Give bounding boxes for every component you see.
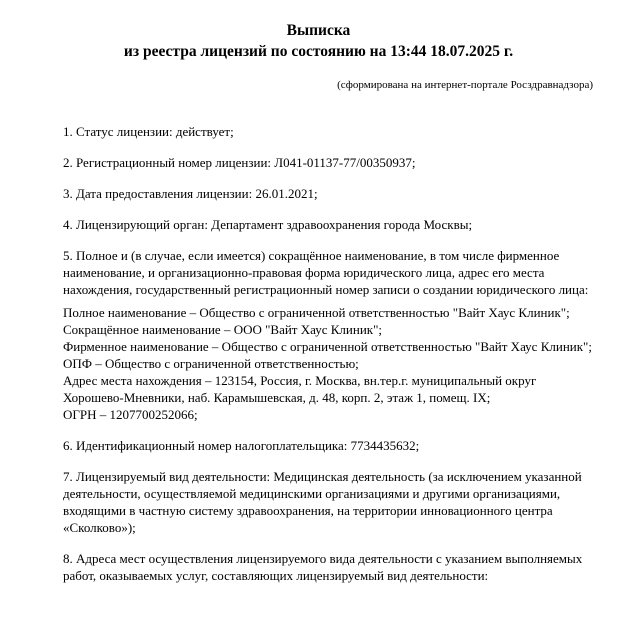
- paragraph-license-status: 1. Статус лицензии: действует;: [63, 124, 234, 139]
- document-title-line-1: Выписка: [286, 22, 351, 39]
- paragraph-licensed-activity: 7. Лицензируемый вид деятельности: Медицинская деятельность (за исключением указанной деятельности, осуществляемой медицинскими организациями и другими организациями, входящими в частную систему здравоохранения, на территории инновационного центра «Сколково»);: [63, 469, 582, 535]
- entity-details-block: [63, 304, 593, 423]
- paragraph-grant-date: 3. Дата предоставления лицензии: 26.01.2021;: [63, 186, 318, 201]
- detail-full-name: Полное наименование – Общество с ограниченной ответственностью "Вайт Хаус Клиник";: [63, 305, 570, 320]
- paragraph-activity-addresses-intro: 8. Адреса мест осуществления лицензируемого вида деятельности с указанием выполняемых работ, оказываемых услуг, составляющих лицензируемый вид деятельности:: [63, 551, 583, 583]
- paragraph-registration-number: 2. Регистрационный номер лицензии: Л041-01137-77/00350937;: [63, 155, 416, 170]
- paragraph-licensing-authority: 4. Лицензирующий орган: Департамент здравоохранения города Москвы;: [63, 217, 473, 232]
- document-header: [44, 20, 593, 62]
- detail-ogrn: ОГРН – 1207700252066;: [63, 407, 198, 422]
- detail-brand-name: Фирменное наименование – Общество с ограниченной ответственностью "Вайт Хаус Клиник";: [63, 339, 592, 354]
- document-title-line-2: из реестра лицензий по состоянию на 13:44 18.07.2025 г.: [123, 43, 514, 60]
- paragraph-inn: 6. Идентификационный номер налогоплательщика: 7734435632;: [63, 438, 420, 453]
- detail-legal-form: ОПФ – Общество с ограниченной ответственностью;: [63, 356, 359, 371]
- detail-address: Адрес места нахождения – 123154, Россия, г. Москва, вн.тер.г. муниципальный округ Хорошево-Мневники, наб. Карамышевская, д. 48, корп. 2, этаж 1, помещ. IX;: [63, 373, 537, 405]
- paragraph-entity-naming-intro: 5. Полное и (в случае, если имеется) сокращённое наименование, в том числе фирменное наименование, и организационно-правовая форма юридического лица, адрес его места нахождения, государственный регистрационный номер записи о создании юридического лица:: [63, 248, 589, 297]
- detail-short-name: Сокращённое наименование – ООО "Вайт Хаус Клиник";: [63, 322, 383, 337]
- document-source-note: (сформирована на интернет-портале Росздравнадзора): [337, 79, 593, 91]
